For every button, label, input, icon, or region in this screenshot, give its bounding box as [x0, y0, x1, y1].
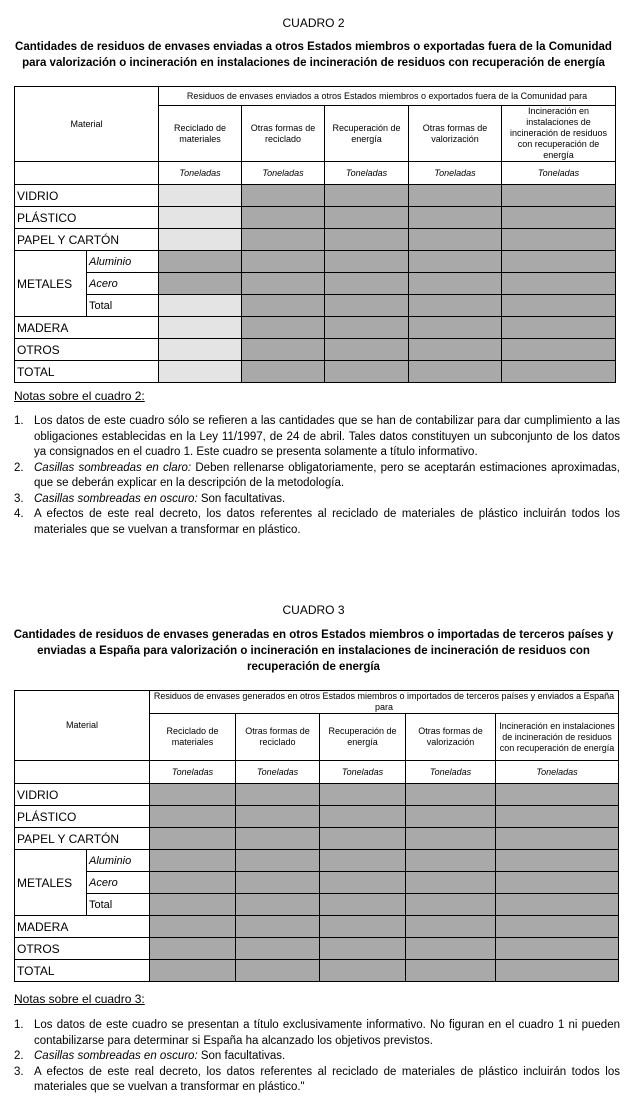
input-cell-dark[interactable] — [406, 894, 496, 916]
col-header: Otras formas de valorización — [409, 106, 502, 162]
note-item: 2. Casillas sombreadas en oscuro: Son facultativas. — [14, 1050, 286, 1062]
input-cell-dark[interactable] — [406, 828, 496, 850]
row-label-vidrio: VIDRIO — [15, 784, 150, 806]
input-cell-light[interactable] — [159, 339, 242, 361]
input-cell-dark[interactable] — [242, 339, 325, 361]
input-cell-dark[interactable] — [502, 273, 616, 295]
input-cell-dark[interactable] — [150, 828, 236, 850]
unit-label: Toneladas — [325, 162, 409, 185]
input-cell-dark[interactable] — [236, 850, 320, 872]
input-cell-dark[interactable] — [159, 251, 242, 273]
unit-label: Toneladas — [496, 761, 619, 784]
input-cell-dark[interactable] — [325, 317, 409, 339]
col-header: Otras formas de valorización — [406, 714, 496, 761]
input-cell-light[interactable] — [159, 295, 242, 317]
input-cell-dark[interactable] — [502, 229, 616, 251]
row-label-plastico: PLÁSTICO — [15, 207, 159, 229]
row-label-otros: OTROS — [15, 339, 159, 361]
input-cell-dark[interactable] — [406, 806, 496, 828]
input-cell-dark[interactable] — [320, 938, 406, 960]
input-cell-dark[interactable] — [242, 185, 325, 207]
input-cell-dark[interactable] — [409, 185, 502, 207]
input-cell-dark[interactable] — [325, 295, 409, 317]
input-cell-dark[interactable] — [320, 850, 406, 872]
cuadro-3-notes-title: Notas sobre el cuadro 3: — [14, 992, 145, 1006]
input-cell-dark[interactable] — [496, 960, 619, 982]
row-label-metales: METALES — [15, 251, 87, 317]
row-label-total: TOTAL — [15, 361, 159, 383]
input-cell-dark[interactable] — [496, 806, 619, 828]
input-cell-dark[interactable] — [409, 273, 502, 295]
cuadro-2-notes-title: Notas sobre el cuadro 2: — [14, 389, 145, 403]
input-cell-dark[interactable] — [236, 916, 320, 938]
note-item: 3. Casillas sombreadas en oscuro: Son facultativas. — [14, 492, 286, 505]
input-cell-dark[interactable] — [406, 872, 496, 894]
cuadro-3-notes — [14, 1018, 620, 1096]
input-cell-dark[interactable] — [150, 938, 236, 960]
input-cell-dark[interactable] — [409, 207, 502, 229]
input-cell-dark[interactable] — [242, 251, 325, 273]
row-label-metales: METALES — [15, 850, 87, 916]
input-cell-dark[interactable] — [242, 273, 325, 295]
input-cell-dark[interactable] — [325, 229, 409, 251]
input-cell-dark[interactable] — [409, 251, 502, 273]
input-cell-light[interactable] — [159, 207, 242, 229]
input-cell-dark[interactable] — [242, 295, 325, 317]
input-cell-dark[interactable] — [502, 339, 616, 361]
col-header: Otras formas de reciclado — [242, 106, 325, 162]
input-cell-dark[interactable] — [502, 295, 616, 317]
unit-label: Toneladas — [242, 162, 325, 185]
row-label-total-metales: Total — [87, 295, 159, 317]
input-cell-dark[interactable] — [150, 894, 236, 916]
input-cell-dark[interactable] — [409, 295, 502, 317]
note-item: 3. A efectos de este real decreto, los datos referentes al reciclado de materiales de plástico incluirán todos los materiales que se vuelvan a transformar en plástico." — [14, 1065, 620, 1093]
input-cell-dark[interactable] — [236, 828, 320, 850]
cuadro-2-notes — [14, 414, 620, 538]
input-cell-dark[interactable] — [242, 207, 325, 229]
input-cell-dark[interactable] — [325, 273, 409, 295]
input-cell-dark[interactable] — [502, 207, 616, 229]
input-cell-dark[interactable] — [150, 872, 236, 894]
material-header: Material — [15, 691, 150, 761]
input-cell-dark[interactable] — [406, 916, 496, 938]
col-header: Otras formas de reciclado — [236, 714, 320, 761]
input-cell-dark[interactable] — [325, 207, 409, 229]
input-cell-dark[interactable] — [496, 938, 619, 960]
cuadro-2-table — [14, 86, 616, 383]
unit-label: Toneladas — [150, 761, 236, 784]
group-header: Residuos de envases generados en otros Estados miembros o importados de terceros países y enviados a España para — [150, 691, 619, 714]
col-header: Recuperación de energía — [320, 714, 406, 761]
input-cell-dark[interactable] — [409, 339, 502, 361]
unit-label: Toneladas — [409, 162, 502, 185]
unit-spacer — [15, 761, 150, 784]
unit-label: Toneladas — [159, 162, 242, 185]
input-cell-light[interactable] — [159, 229, 242, 251]
input-cell-dark[interactable] — [150, 916, 236, 938]
col-header: Reciclado de materiales — [150, 714, 236, 761]
input-cell-dark[interactable] — [502, 317, 616, 339]
row-label-acero: Acero — [87, 872, 150, 894]
input-cell-dark[interactable] — [409, 229, 502, 251]
unit-spacer — [15, 162, 159, 185]
input-cell-dark[interactable] — [406, 850, 496, 872]
input-cell-dark[interactable] — [406, 784, 496, 806]
input-cell-dark[interactable] — [409, 317, 502, 339]
input-cell-dark[interactable] — [320, 916, 406, 938]
input-cell-dark[interactable] — [502, 361, 616, 383]
row-label-aluminio: Aluminio — [87, 850, 150, 872]
input-cell-light[interactable] — [159, 317, 242, 339]
group-header: Residuos de envases enviados a otros Estados miembros o exportados fuera de la Comunidad para — [159, 87, 616, 106]
input-cell-light[interactable] — [159, 185, 242, 207]
input-cell-dark[interactable] — [409, 361, 502, 383]
input-cell-dark[interactable] — [236, 960, 320, 982]
input-cell-dark[interactable] — [320, 872, 406, 894]
col-header: Incineración en instalaciones de incineración de residuos con recuperación de energía — [502, 106, 616, 162]
row-label-aluminio: Aluminio — [87, 251, 159, 273]
input-cell-dark[interactable] — [496, 784, 619, 806]
input-cell-dark[interactable] — [502, 251, 616, 273]
row-label-total-metales: Total — [87, 894, 150, 916]
row-label-total: TOTAL — [15, 960, 150, 982]
input-cell-dark[interactable] — [320, 960, 406, 982]
input-cell-light[interactable] — [159, 361, 242, 383]
input-cell-dark[interactable] — [496, 828, 619, 850]
input-cell-dark[interactable] — [236, 938, 320, 960]
row-label-madera: MADERA — [15, 317, 159, 339]
input-cell-dark[interactable] — [496, 872, 619, 894]
input-cell-dark[interactable] — [502, 185, 616, 207]
input-cell-dark[interactable] — [242, 317, 325, 339]
unit-label: Toneladas — [236, 761, 320, 784]
input-cell-dark[interactable] — [236, 784, 320, 806]
row-label-madera: MADERA — [15, 916, 150, 938]
input-cell-dark[interactable] — [320, 894, 406, 916]
col-header: Reciclado de materiales — [159, 106, 242, 162]
unit-label: Toneladas — [320, 761, 406, 784]
cuadro-3-heading: Cantidades de residuos de envases generadas en otros Estados miembros o importadas de terceros países y enviadas a España para valorización o incineración en instalaciones de incineración de residuos con recuperación de energía — [13, 629, 614, 673]
input-cell-dark[interactable] — [320, 828, 406, 850]
input-cell-dark[interactable] — [406, 960, 496, 982]
note-item: 1. Los datos de este cuadro sólo se refieren a las cantidades que se han de contabilizar para dar cumplimiento a las obligaciones establecidas en la Ley 11/1997, de 24 de abril. Tales datos constituyen un subconjunto de los datos ya consignados en el cuadro 1. Este cuadro se presenta solamente a título informativo. — [14, 415, 620, 458]
input-cell-dark[interactable] — [150, 806, 236, 828]
note-item: 4. A efectos de este real decreto, los datos referentes al reciclado de materiales de plástico incluirán todos los materiales que se vuelvan a transformar en plástico. — [14, 508, 620, 536]
input-cell-dark[interactable] — [320, 784, 406, 806]
unit-label: Toneladas — [406, 761, 496, 784]
input-cell-dark[interactable] — [242, 361, 325, 383]
input-cell-dark[interactable] — [150, 850, 236, 872]
input-cell-dark[interactable] — [325, 361, 409, 383]
cuadro-2-title: CUADRO 2 — [282, 16, 345, 30]
row-label-otros: OTROS — [15, 938, 150, 960]
input-cell-dark[interactable] — [325, 251, 409, 273]
row-label-papel: PAPEL Y CARTÓN — [15, 229, 159, 251]
input-cell-dark[interactable] — [320, 806, 406, 828]
row-label-plastico: PLÁSTICO — [15, 806, 150, 828]
input-cell-dark[interactable] — [325, 185, 409, 207]
col-header: Incineración en instalaciones de incineración de residuos con recuperación de energía — [496, 714, 619, 761]
row-label-acero: Acero — [87, 273, 159, 295]
input-cell-dark[interactable] — [406, 938, 496, 960]
input-cell-dark[interactable] — [496, 916, 619, 938]
material-header: Material — [15, 87, 159, 162]
unit-label: Toneladas — [502, 162, 616, 185]
note-item: 1. Los datos de este cuadro se presentan a título exclusivamente informativo. No figuran en el cuadro 1 ni pueden contabilizarse para determinar si España ha alcanzado los objetivos previstos. — [14, 1019, 620, 1047]
row-label-papel: PAPEL Y CARTÓN — [15, 828, 150, 850]
input-cell-dark[interactable] — [159, 273, 242, 295]
input-cell-dark[interactable] — [150, 960, 236, 982]
input-cell-dark[interactable] — [496, 850, 619, 872]
input-cell-dark[interactable] — [236, 806, 320, 828]
input-cell-dark[interactable] — [242, 229, 325, 251]
input-cell-dark[interactable] — [325, 339, 409, 361]
input-cell-dark[interactable] — [150, 784, 236, 806]
cuadro-3-table — [14, 690, 619, 982]
col-header: Recuperación de energía — [325, 106, 409, 162]
note-item: 2. Casillas sombreadas en claro: Deben rellenarse obligatoriamente, pero se aceptarán estimaciones aproximadas, que se deberán explicar en la descripción de la metodología. — [14, 461, 620, 489]
cuadro-3-title: CUADRO 3 — [282, 603, 345, 617]
input-cell-dark[interactable] — [236, 872, 320, 894]
cuadro-2-heading: Cantidades de residuos de envases enviadas a otros Estados miembros o exportadas fuera de la Comunidad para valorización o incineración en instalaciones de incineración de residuos con recuperación de energía — [15, 41, 612, 69]
input-cell-dark[interactable] — [236, 894, 320, 916]
input-cell-dark[interactable] — [496, 894, 619, 916]
row-label-vidrio: VIDRIO — [15, 185, 159, 207]
